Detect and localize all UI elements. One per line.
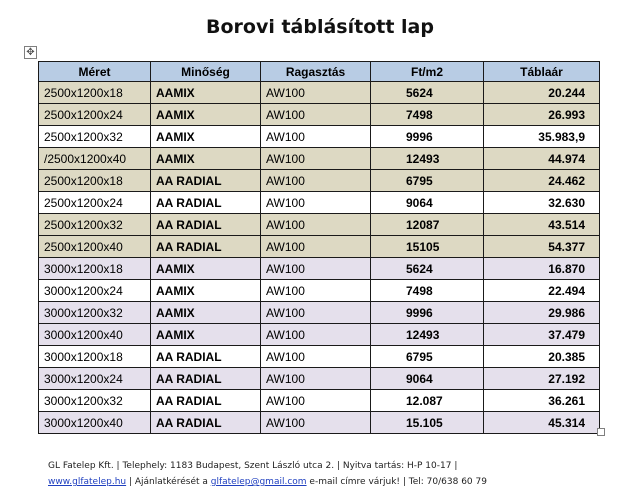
cell-glue: AW100: [261, 170, 371, 192]
cell-size: 3000x1200x24: [39, 368, 151, 390]
cell-board-price: 43.514: [484, 214, 600, 236]
cell-glue: AW100: [261, 214, 371, 236]
cell-size: 3000x1200x24: [39, 280, 151, 302]
cell-size: 3000x1200x18: [39, 346, 151, 368]
cell-board-price: 22.494: [484, 280, 600, 302]
cell-size: 2500x1200x18: [39, 82, 151, 104]
cell-price-per-m2: 15.105: [371, 412, 484, 434]
table-row: [39, 390, 600, 412]
cell-board-price: 44.974: [484, 148, 600, 170]
footer-contact-text: e-mail címre várjuk! | Tel: 70/638 60 79: [306, 477, 487, 487]
cell-quality: AA RADIAL: [151, 236, 261, 258]
cell-board-price: 35.983,9: [484, 126, 600, 148]
cell-quality: AAMIX: [151, 324, 261, 346]
cell-glue: AW100: [261, 104, 371, 126]
table-row: [39, 236, 600, 258]
cell-price-per-m2: 9064: [371, 368, 484, 390]
cell-board-price: 20.385: [484, 346, 600, 368]
cell-quality: AAMIX: [151, 280, 261, 302]
table-row: [39, 192, 600, 214]
cell-size: 2500x1200x18: [39, 170, 151, 192]
cell-glue: AW100: [261, 148, 371, 170]
cell-price-per-m2: 12493: [371, 148, 484, 170]
website-link[interactable]: www.glfatelep.hu: [48, 477, 127, 487]
table-row: [39, 82, 600, 104]
footer-line-2: [48, 477, 487, 487]
cell-glue: AW100: [261, 236, 371, 258]
cell-glue: AW100: [261, 412, 371, 434]
cell-price-per-m2: 9996: [371, 302, 484, 324]
cell-price-per-m2: 9064: [371, 192, 484, 214]
cell-quality: AAMIX: [151, 126, 261, 148]
cell-glue: AW100: [261, 368, 371, 390]
cell-glue: AW100: [261, 258, 371, 280]
header-board-price: Táblaár: [484, 62, 600, 82]
cell-price-per-m2: 12.087: [371, 390, 484, 412]
cell-size: 2500x1200x32: [39, 126, 151, 148]
cell-glue: AW100: [261, 280, 371, 302]
cell-price-per-m2: 5624: [371, 82, 484, 104]
cell-board-price: 16.870: [484, 258, 600, 280]
cell-board-price: 24.462: [484, 170, 600, 192]
cell-quality: AA RADIAL: [151, 346, 261, 368]
cell-price-per-m2: 7498: [371, 104, 484, 126]
cell-glue: AW100: [261, 82, 371, 104]
cell-board-price: 27.192: [484, 368, 600, 390]
cell-glue: AW100: [261, 390, 371, 412]
cell-quality: AA RADIAL: [151, 412, 261, 434]
footer-line-1: GL Fatelep Kft. | Telephely: 1183 Budapest, Szent László utca 2. | Nyitva tartás: H-P 10-17 |: [48, 461, 458, 471]
cell-price-per-m2: 5624: [371, 258, 484, 280]
cell-board-price: 26.993: [484, 104, 600, 126]
table-row: [39, 302, 600, 324]
cell-size: 2500x1200x32: [39, 214, 151, 236]
cell-board-price: 37.479: [484, 324, 600, 346]
cell-quality: AA RADIAL: [151, 214, 261, 236]
cell-price-per-m2: 6795: [371, 170, 484, 192]
table-row: [39, 412, 600, 434]
table-body: [39, 82, 600, 434]
cell-quality: AA RADIAL: [151, 170, 261, 192]
table-header-row: [39, 62, 600, 82]
offer-text: | Ajánlatkérését a: [126, 477, 211, 487]
table-resize-handle[interactable]: [597, 428, 605, 436]
cell-quality: AAMIX: [151, 148, 261, 170]
email-link[interactable]: glfatelep@gmail.com: [210, 477, 307, 487]
table-row: [39, 368, 600, 390]
cell-price-per-m2: 9996: [371, 126, 484, 148]
header-glue: Ragasztás: [261, 62, 371, 82]
cell-board-price: 54.377: [484, 236, 600, 258]
table-row: [39, 104, 600, 126]
table-row: [39, 346, 600, 368]
cell-glue: AW100: [261, 346, 371, 368]
cell-glue: AW100: [261, 302, 371, 324]
cell-board-price: 45.314: [484, 412, 600, 434]
table-row: [39, 148, 600, 170]
table-row: [39, 126, 600, 148]
cell-size: 3000x1200x18: [39, 258, 151, 280]
table-move-handle-icon[interactable]: ✥: [24, 46, 37, 59]
cell-size: 2500x1200x24: [39, 104, 151, 126]
cell-board-price: 20.244: [484, 82, 600, 104]
cell-quality: AA RADIAL: [151, 368, 261, 390]
cell-quality: AA RADIAL: [151, 192, 261, 214]
page-title: Borovi táblásított lap: [206, 16, 434, 38]
table-row: [39, 324, 600, 346]
cell-glue: AW100: [261, 324, 371, 346]
cell-price-per-m2: 12087: [371, 214, 484, 236]
cell-board-price: 32.630: [484, 192, 600, 214]
cell-glue: AW100: [261, 126, 371, 148]
cell-size: 3000x1200x40: [39, 412, 151, 434]
cell-size: /2500x1200x40: [39, 148, 151, 170]
table-row: [39, 258, 600, 280]
cell-size: 3000x1200x40: [39, 324, 151, 346]
table-row: [39, 280, 600, 302]
cell-size: 2500x1200x40: [39, 236, 151, 258]
cell-size: 3000x1200x32: [39, 390, 151, 412]
cell-price-per-m2: 12493: [371, 324, 484, 346]
cell-quality: AAMIX: [151, 302, 261, 324]
table-row: [39, 170, 600, 192]
header-price-per-m2: Ft/m2: [371, 62, 484, 82]
cell-glue: AW100: [261, 192, 371, 214]
cell-price-per-m2: 6795: [371, 346, 484, 368]
cell-quality: AA RADIAL: [151, 390, 261, 412]
cell-board-price: 29.986: [484, 302, 600, 324]
cell-size: 3000x1200x32: [39, 302, 151, 324]
cell-price-per-m2: 15105: [371, 236, 484, 258]
price-table: [38, 61, 600, 434]
cell-price-per-m2: 7498: [371, 280, 484, 302]
cell-quality: AAMIX: [151, 104, 261, 126]
table-row: [39, 214, 600, 236]
cell-size: 2500x1200x24: [39, 192, 151, 214]
cell-quality: AAMIX: [151, 258, 261, 280]
header-size: Méret: [39, 62, 151, 82]
header-quality: Minőség: [151, 62, 261, 82]
cell-board-price: 36.261: [484, 390, 600, 412]
cell-quality: AAMIX: [151, 82, 261, 104]
